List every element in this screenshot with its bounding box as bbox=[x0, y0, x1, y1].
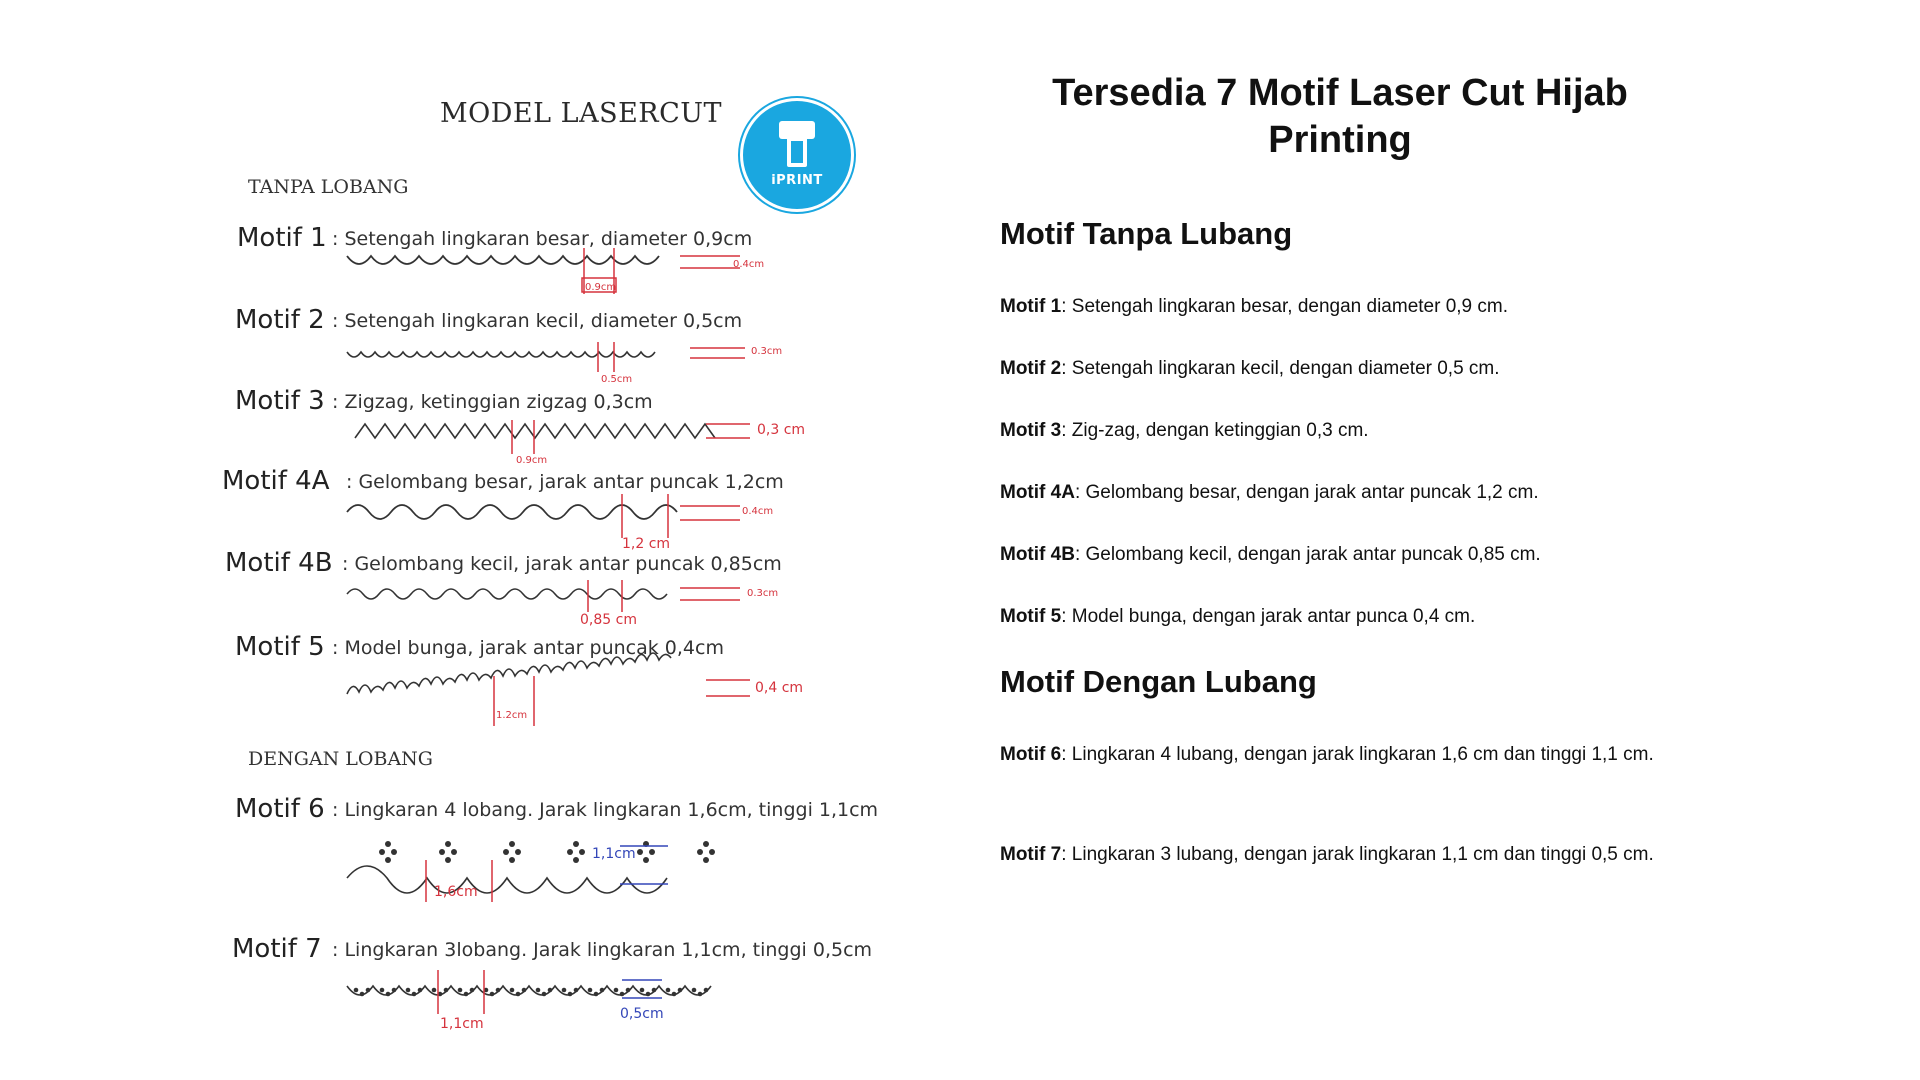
motif-2-item-label: Motif 2 bbox=[1000, 358, 1062, 379]
motif-4a-item-text: : Gelombang besar, dengan jarak antar puncak 1,2 cm. bbox=[1074, 482, 1539, 503]
motif-2-name: Motif 2 bbox=[235, 305, 325, 335]
motif-4b-desc: : Gelombang kecil, jarak antar puncak 0,85cm bbox=[342, 553, 782, 575]
motif-4b-measure bbox=[588, 580, 740, 612]
motif-5-measure bbox=[494, 676, 750, 726]
motif-1-item-text: : Setengah lingkaran besar, dengan diameter 0,9 cm. bbox=[1061, 296, 1509, 317]
diagram-title: MODEL LASERCUT bbox=[440, 98, 723, 129]
logo-text: iPRINT bbox=[771, 173, 823, 188]
motif-7-name: Motif 7 bbox=[232, 934, 322, 964]
article-title: Tersedia 7 Motif Laser Cut Hijab Printing bbox=[1052, 72, 1628, 161]
motif-1-item bbox=[1000, 288, 1680, 325]
motif-7-item-label: Motif 7 bbox=[1000, 844, 1062, 865]
motif-2-desc: : Setengah lingkaran kecil, diameter 0,5cm bbox=[332, 310, 742, 332]
article bbox=[1000, 70, 1680, 865]
motif-3-desc: : Zigzag, ketinggian zigzag 0,3cm bbox=[332, 391, 653, 413]
motif-7-pattern bbox=[347, 986, 711, 996]
motif-1-name: Motif 1 bbox=[237, 223, 327, 253]
motif-4a-item-label: Motif 4A bbox=[1000, 482, 1075, 503]
motif-4a-label-a: 1,2 cm bbox=[622, 536, 671, 552]
motif-4b-item-text: : Gelombang kecil, dengan jarak antar puncak 0,85 cm. bbox=[1074, 544, 1541, 565]
motif-4b-label-b: 0.3cm bbox=[747, 588, 779, 599]
motif-2-item-text: : Setengah lingkaran kecil, dengan diameter 0,5 cm. bbox=[1061, 358, 1500, 379]
motif-7-label-a: 1,1cm bbox=[440, 1016, 484, 1032]
motif-2-label-a: 0.5cm bbox=[601, 374, 633, 385]
motif-6-name: Motif 6 bbox=[235, 794, 325, 824]
motif-5-pattern bbox=[347, 653, 671, 694]
motif-7-desc: : Lingkaran 3lobang. Jarak lingkaran 1,1cm, tinggi 0,5cm bbox=[332, 939, 872, 961]
motif-6-item bbox=[1000, 736, 1680, 773]
motif-5-desc: : Model bunga, jarak antar puncak 0,4cm bbox=[332, 637, 724, 659]
motif-5-item-text: : Model bunga, dengan jarak antar punca 0,4 cm. bbox=[1061, 606, 1476, 627]
motif-6-label-b: 1,1cm bbox=[592, 846, 636, 862]
motif-4b-pattern bbox=[347, 589, 667, 599]
motif-6-pattern bbox=[347, 841, 715, 893]
motif-4a-label-b: 0.4cm bbox=[742, 506, 774, 517]
motif-7-item-text: : Lingkaran 3 lubang, dengan jarak lingkaran 1,1 cm dan tinggi 0,5 cm. bbox=[1061, 844, 1654, 865]
section-without-holes: TANPA LOBANG bbox=[248, 176, 409, 198]
motif-1-pattern bbox=[347, 256, 659, 264]
motif-5-label-a: 1.2cm bbox=[496, 710, 528, 721]
motif-6-label-a: 1,6cm bbox=[434, 884, 478, 900]
section-heading-with-holes: Motif Dengan Lubang bbox=[1000, 664, 1317, 699]
motif-1-item-label: Motif 1 bbox=[1000, 296, 1062, 317]
motif-3-item bbox=[1000, 412, 1680, 449]
motif-4a-desc: : Gelombang besar, jarak antar puncak 1,2cm bbox=[346, 471, 784, 493]
motif-1-label-a: 0.9cm bbox=[585, 282, 617, 293]
motif-6-item-label: Motif 6 bbox=[1000, 744, 1062, 765]
section-heading-without-holes: Motif Tanpa Lubang bbox=[1000, 216, 1293, 251]
motif-6-desc: : Lingkaran 4 lobang. Jarak lingkaran 1,6cm, tinggi 1,1cm bbox=[332, 799, 878, 821]
motif-7-item bbox=[1000, 836, 1680, 873]
motif-3-label-b: 0,3 cm bbox=[757, 422, 806, 438]
motif-4a-name: Motif 4A bbox=[222, 466, 330, 496]
printer-icon bbox=[743, 101, 851, 209]
motif-4b-item-label: Motif 4B bbox=[1000, 544, 1075, 565]
motif-5-item bbox=[1000, 598, 1680, 635]
section-with-holes: DENGAN LOBANG bbox=[248, 748, 433, 770]
motif-2-pattern bbox=[347, 352, 655, 357]
motif-4a-item bbox=[1000, 474, 1680, 511]
motif-7-label-b: 0,5cm bbox=[620, 1006, 664, 1022]
motif-3-item-label: Motif 3 bbox=[1000, 420, 1062, 441]
motif-2-item bbox=[1000, 350, 1680, 387]
motif-3-label-a: 0.9cm bbox=[516, 455, 548, 466]
motif-4a-pattern bbox=[347, 505, 677, 519]
motif-5-item-label: Motif 5 bbox=[1000, 606, 1062, 627]
motif-4b-label-a: 0,85 cm bbox=[580, 612, 637, 628]
motif-4b-item bbox=[1000, 536, 1680, 573]
motif-3-item-text: : Zig-zag, dengan ketinggian 0,3 cm. bbox=[1061, 420, 1369, 441]
motif-6-item-text: : Lingkaran 4 lubang, dengan jarak lingkaran 1,6 cm dan tinggi 1,1 cm. bbox=[1061, 744, 1654, 765]
motif-4a-measure bbox=[622, 494, 740, 538]
motif-5-name: Motif 5 bbox=[235, 632, 325, 662]
motif-1-desc: : Setengah lingkaran besar, diameter 0,9cm bbox=[332, 228, 752, 250]
motif-1-label-b: 0.4cm bbox=[733, 259, 765, 270]
motif-3-name: Motif 3 bbox=[235, 386, 325, 416]
iprint-logo bbox=[740, 98, 854, 212]
motif-5-label-b: 0,4 cm bbox=[755, 680, 804, 696]
motif-4b-name: Motif 4B bbox=[225, 548, 333, 578]
motif-3-pattern bbox=[355, 424, 715, 438]
motif-2-label-b: 0.3cm bbox=[751, 346, 783, 357]
